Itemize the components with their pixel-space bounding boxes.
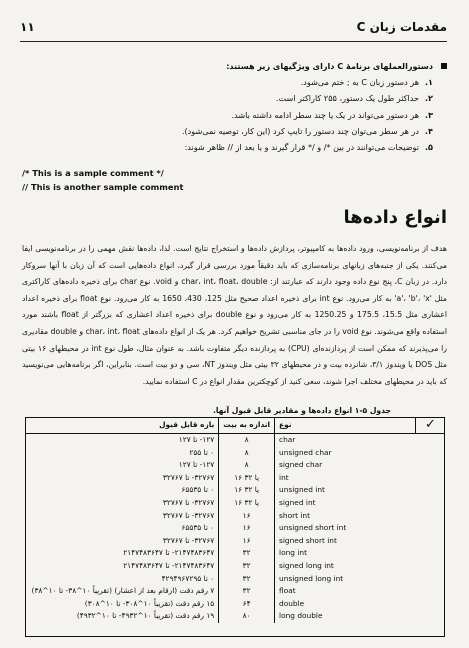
table-row [25, 547, 445, 560]
table-row [25, 573, 445, 586]
type-cell: signed short int [279, 535, 337, 545]
type-cell: signed char [279, 460, 323, 470]
table-row [25, 484, 445, 497]
range-cell: ۰ تا ۲۵۵ [25, 447, 219, 460]
type-cell: unsigned short int [279, 523, 347, 533]
table-row [25, 447, 445, 460]
rule-number: ۳. [424, 109, 433, 120]
size-cell: ۱۶ یا ۳۲ [219, 484, 275, 497]
header-rule [20, 41, 447, 42]
type-cell: unsigned long int [279, 573, 344, 583]
range-cell: ۲۱۴۷۴۸۳۶۴۷- تا ۲۱۴۷۴۸۳۶۴۷ [25, 547, 219, 560]
type-cell: double [279, 598, 305, 608]
table-header-row [25, 417, 445, 434]
data-types-table [25, 417, 445, 623]
rule-item [24, 139, 433, 155]
size-cell: ۱۶ یا ۳۲ [219, 472, 275, 485]
header-size: اندازه به بیت [219, 417, 275, 434]
table-row [25, 585, 445, 598]
range-cell: ۷ رقم دقت (ارقام بعد از اعشار) (تقریباً ۱۰^۳۸- تا ۱۰^۳۸) [25, 585, 219, 598]
type-cell: short int [279, 510, 311, 520]
range-cell: ۰ تا ۶۵۵۳۵ [25, 522, 219, 535]
type-cell: long int [279, 548, 307, 558]
rule-text: حداکثر طول یک دستور، ۲۵۵ کاراکتر است. [275, 93, 419, 104]
table-row [25, 472, 445, 485]
size-cell: ۸ [219, 459, 275, 472]
table-row [25, 610, 445, 623]
range-cell: ۳۲۷۶۷- تا ۳۲۷۶۷ [25, 497, 219, 510]
rule-number: ۵. [424, 142, 433, 153]
size-cell: ۳۲ [219, 573, 275, 586]
range-cell: ۱۹ رقم دقت (تقریباً ۱۰^۴۹۳۲- تا ۱۰^۴۹۳۲) [25, 610, 219, 623]
size-cell: ۱۶ [219, 522, 275, 535]
page-title: مقدمات زبان C [356, 20, 447, 34]
section-title: انواع داده‌ها [343, 207, 447, 228]
table-row [25, 522, 445, 535]
size-cell: ۱۶ یا ۳۲ [219, 497, 275, 510]
range-cell: ۰ تا ۴۲۹۴۹۶۷۲۹۵ [25, 573, 219, 586]
range-cell: ۳۲۷۶۷- تا ۳۲۷۶۷ [25, 472, 219, 485]
type-cell: signed int [279, 497, 316, 507]
rule-text: توضیحات می‌توانند در بین */ و /* قرار گیرند و یا بعد از // ظاهر شوند: [184, 142, 419, 153]
size-cell: ۸۰ [219, 610, 275, 623]
type-cell: char [279, 435, 296, 444]
rules-intro-text: دستورالعملهای برنامهٔ C دارای ویژگیهای زیر هستند: [226, 61, 433, 71]
table-row [25, 434, 445, 447]
range-cell: ۱۲۷- تا ۱۲۷ [25, 459, 219, 472]
rule-item [24, 90, 433, 106]
section-paragraph: هدف از برنامه‌نویسی، ورود داده‌ها به کامپیوتر، پردازش داده‌ها و استخراج نتایج است. لذا، داده‌ها نقش مهمی را در برنامه‌نویسی ایفا می‌کنند. یکی از جنبه‌های زبانهای برنامه‌سازی که باید دقیقاً مورد بررسی قرار گیرد، انواع داده‌هایی است که آن زبان با آنها سروکار دارد. در زبان C، پنج نوع داده وجود دارند که عبارتند از: char، int، float، double و void. نوع char برای ذخیره داده‌های کاراکتری مثل 'a'، 'b'، 'x' به کار می‌رود. نوع int برای ذخیره اعداد صحیح مثل 125، 430، 1650 به کار می‌رود. نوع float برای ذخیره اعداد اعشاری مثل 15.5، 175.5 و 1250.25 به کار می‌رود و نوع double برای ذخیره اعداد اعشاری که بزرگتر از float باشند مورد استفاده واقع می‌شوند. نوع void را در جای مناسبی تشریح خواهیم کرد. هر یک از انواع داده‌های char، int، float و double مقادیری را می‌پذیرند که ممکن است از پردازنده‌ای (CPU) به پردازنده دیگر متفاوت باشد. به عنوان مثال، طول نوع int در محیطهای ۱۶ بیتی مثل DOS یا ویندوز ۳/۱، شانزده بیت و در محیطهای ۳۲ بیتی مثل ویندوز NT، سی و دو بیت است. بنابراین، اگر برنامه‌هایی می‌نویسید که باید در محیطهای مختلف اجرا شوند، سعی کنید از کوچکترین مقدار انواع در C استفاده نمایید. [22, 244, 448, 386]
size-cell: ۱۶ [219, 510, 275, 523]
rule-item [24, 123, 433, 139]
rule-item [24, 107, 433, 123]
size-cell: ۶۴ [219, 598, 275, 611]
size-cell: ۳۲ [219, 585, 275, 598]
page-number: ۱۱ [20, 20, 35, 34]
type-cell: unsigned int [279, 485, 325, 495]
code-line: /* This is a sample comment */ [22, 168, 164, 178]
page-header [20, 14, 447, 40]
range-cell: ۰ تا ۶۵۵۳۵ [25, 484, 219, 497]
range-cell: ۳۲۷۶۷- تا ۳۲۷۶۷ [25, 510, 219, 523]
size-cell: ۸ [219, 434, 275, 447]
code-sample [22, 166, 183, 194]
code-line: // This is another sample comment [22, 182, 184, 192]
range-cell: ۱۵ رقم دقت (تقریباً ۱۰^۳۰۸- تا ۱۰^۳۰۸) [25, 598, 219, 611]
table-caption: جدول ۵-۱ انواع داده‌ها و مقادیر قابل قبول آنها. [212, 406, 391, 415]
statement-rules [24, 58, 447, 155]
size-cell: ۸ [219, 447, 275, 460]
range-cell: ۱۲۷- تا ۱۲۷ [25, 434, 219, 447]
rule-number: ۱. [424, 77, 433, 88]
type-cell: int [279, 472, 289, 482]
range-cell: ۳۲۷۶۷- تا ۳۲۷۶۷ [25, 535, 219, 548]
rule-text: هر دستور می‌تواند در یک یا چند سطر ادامه داشته باشد. [231, 109, 419, 120]
size-cell: ۳۲ [219, 547, 275, 560]
table-row [25, 497, 445, 510]
type-cell: long double [279, 611, 323, 621]
table-row [25, 560, 445, 573]
rules-intro [24, 58, 447, 74]
type-cell: signed long int [279, 560, 334, 570]
type-cell: float [279, 586, 296, 596]
square-bullet-icon [441, 63, 447, 69]
header-type: نوع [275, 417, 416, 434]
rule-text: هر دستور زبان C به ; ختم می‌شود. [300, 77, 419, 88]
checkmark-icon: ✓ [415, 417, 445, 434]
rule-number: ۴. [424, 125, 433, 136]
rule-number: ۲. [424, 93, 433, 104]
rule-item [24, 74, 433, 90]
rule-text: در هر سطر می‌توان چند دستور را تایپ کرد (این کار، توصیه نمی‌شود). [181, 125, 419, 136]
size-cell: ۳۲ [219, 560, 275, 573]
size-cell: ۱۶ [219, 535, 275, 548]
range-cell: ۲۱۴۷۴۸۳۶۴۷- تا ۲۱۴۷۴۸۳۶۴۷ [25, 560, 219, 573]
type-cell: unsigned char [279, 447, 332, 457]
table-row [25, 510, 445, 523]
table-row [25, 598, 445, 611]
header-range: بازه قابل قبول [25, 417, 219, 434]
rules-list [24, 74, 447, 155]
table-row [25, 459, 445, 472]
table-row [25, 535, 445, 548]
